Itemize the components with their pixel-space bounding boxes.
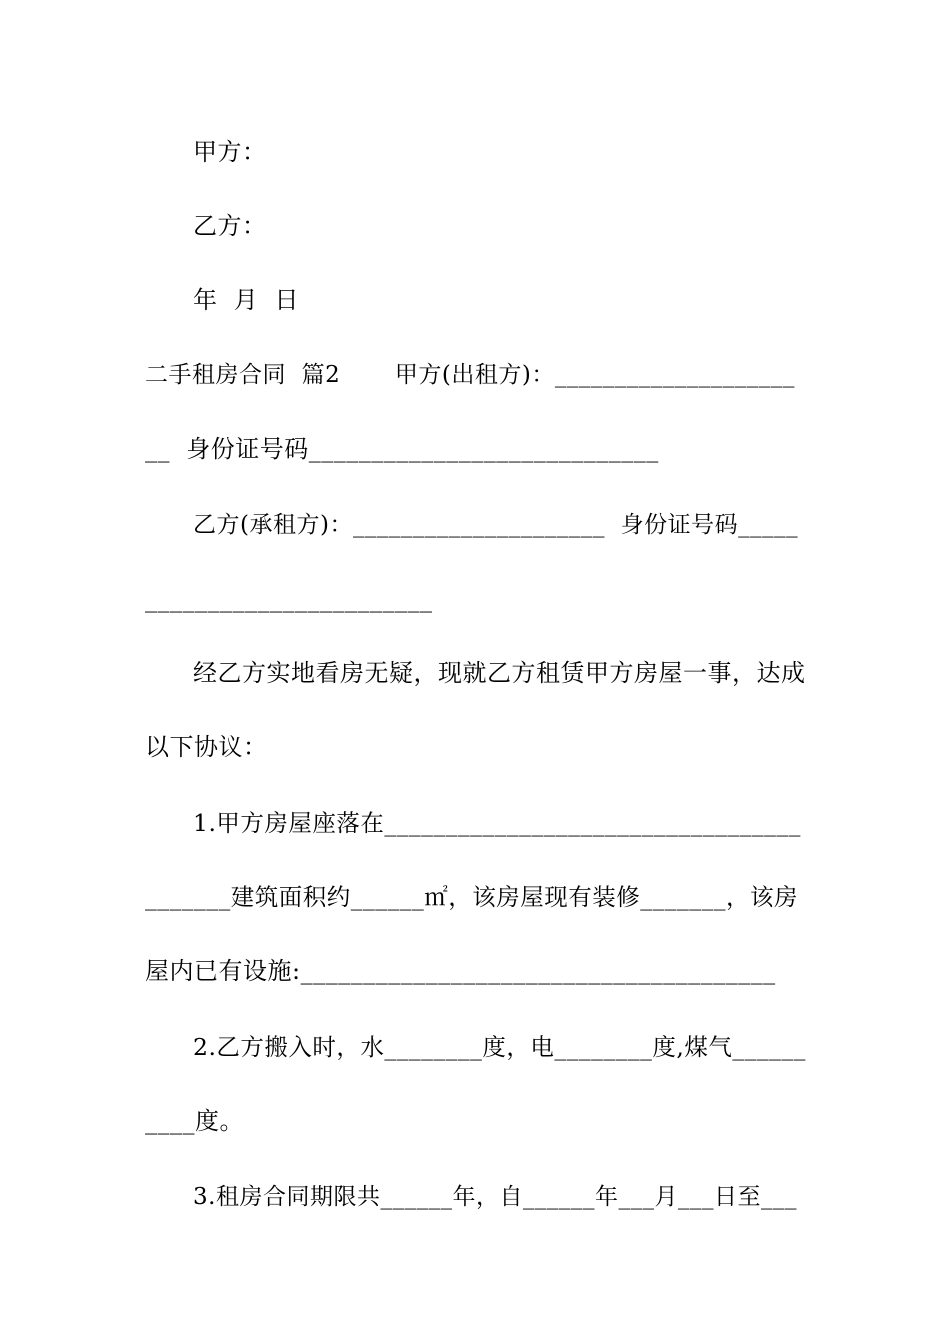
date-line: 年 月 日 <box>193 286 300 314</box>
clause-1-area: _______建筑面积约______㎡，该房屋现有装修_______，该房 <box>145 883 798 911</box>
landlord-id-line: __ 身份证号码____________________________ <box>145 435 659 463</box>
tenant-line: 乙方(承租方)：_____________________ 身份证号码_____ <box>193 512 799 538</box>
party-b-label: 乙方： <box>193 212 267 240</box>
clause-1: 1.甲方房屋座落在__________________________________ <box>193 809 801 837</box>
tenant-id-continuation: _______________________ <box>145 585 433 613</box>
clause-1-facilities: 屋内已有设施:______________________________________ <box>145 957 776 985</box>
agreement-intro-continuation: 以下协议： <box>145 733 268 761</box>
clause-2: 2.乙方搬入时，水________度，电________度,煤气______ <box>193 1033 806 1061</box>
agreement-intro: 经乙方实地看房无疑，现就乙方租赁甲方房屋一事，达成 <box>193 659 806 687</box>
clause-2-continuation: ____度。 <box>145 1107 244 1135</box>
contract-heading-line: 二手租房合同 篇2 甲方(出租方)：____________________ <box>145 362 795 388</box>
clause-3: 3.租房合同期限共______年，自______年___月___日至___ <box>193 1184 797 1210</box>
party-a-label: 甲方： <box>193 138 267 166</box>
